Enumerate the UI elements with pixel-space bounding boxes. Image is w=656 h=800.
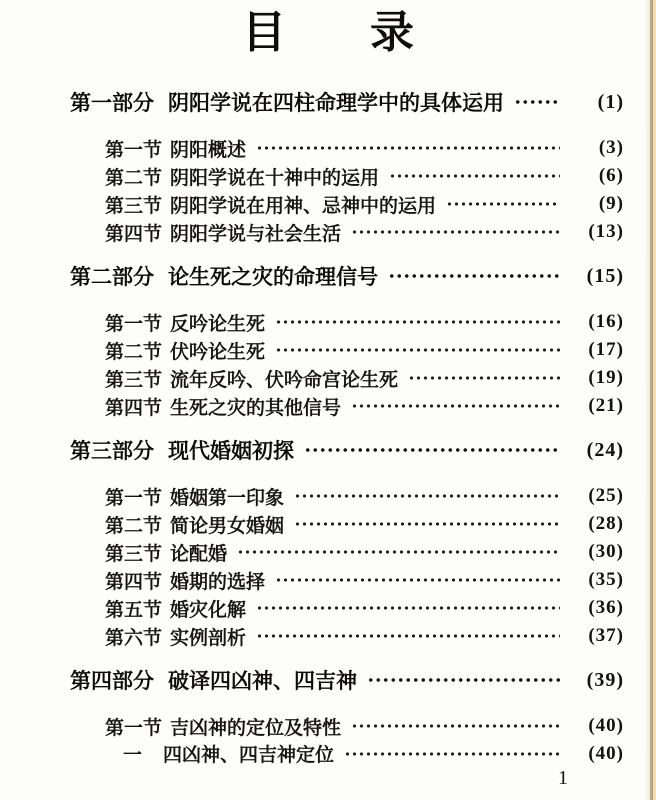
entry-page-number: (40) (588, 715, 624, 736)
toc-entry-section (0, 218, 656, 246)
entry-label: 第四节 (105, 223, 163, 245)
dot-leader (294, 486, 560, 506)
entry-title: 婚姻第一印象 (170, 487, 285, 509)
entry-title: 阴阳学说在十神中的运用 (170, 167, 380, 189)
entry-title: 论配婚 (170, 543, 228, 565)
toc-entry-part (0, 436, 656, 464)
entry-title: 吉凶神的定位及特性 (170, 717, 342, 739)
entry-label: 第二节 (105, 341, 163, 363)
toc-entry-section (0, 622, 656, 650)
entry-label: 第三部分 (70, 440, 154, 463)
entry-title: 流年反吟、伏吟命宫论生死 (170, 369, 399, 391)
entry-page-number: (35) (588, 569, 624, 590)
entry-page-number: (16) (588, 311, 624, 332)
entry-title: 实例剖析 (170, 627, 247, 649)
dot-leader (351, 396, 560, 416)
toc-entry-section (0, 538, 656, 566)
page-title (0, 10, 656, 56)
toc-entry-section (0, 336, 656, 364)
entry-title: 简论男女婚姻 (170, 515, 285, 537)
toc-entry-section (0, 392, 656, 420)
dot-leader (237, 542, 560, 562)
entry-label: 第五节 (105, 599, 163, 621)
entry-label: 第二节 (105, 515, 163, 537)
toc-entry-section (0, 308, 656, 336)
dot-leader (275, 340, 560, 360)
entry-label: 第一部分 (70, 92, 154, 115)
entry-page-number: (9) (598, 193, 624, 214)
toc-entry-section (0, 594, 656, 622)
entry-label: 第二节 (105, 167, 163, 189)
entry-label: 第四节 (105, 397, 163, 419)
dot-leader (446, 194, 560, 214)
entry-label: 第六节 (105, 627, 163, 649)
toc-entry-section (0, 162, 656, 190)
entry-page-number: (36) (588, 597, 624, 618)
entry-page-number: (40) (588, 742, 624, 764)
dot-leader (294, 514, 560, 534)
entry-title: 四凶神、四吉神定位 (163, 745, 335, 766)
dot-leader (275, 570, 560, 590)
entry-label: 第三节 (105, 369, 163, 391)
toc-entry-part (0, 666, 656, 694)
toc-entry-section (0, 364, 656, 392)
entry-page-number: (17) (588, 339, 624, 360)
title-char-lu: 录 (370, 8, 414, 57)
entry-label: 第三节 (105, 195, 163, 217)
dot-leader (344, 744, 560, 764)
dot-leader (408, 368, 560, 388)
toc-entry-part (0, 262, 656, 290)
entry-label: 第一节 (105, 487, 163, 509)
dot-leader (256, 626, 560, 646)
entry-label: 第一节 (105, 313, 163, 335)
entry-page-number: (1) (597, 90, 624, 113)
entry-page-number: (15) (586, 264, 624, 287)
entry-label: 第一节 (105, 717, 163, 739)
entry-page-number: (19) (588, 367, 624, 388)
entry-page-number: (3) (598, 137, 624, 158)
toc-entry-sub (0, 740, 656, 767)
entry-page-number: (39) (586, 668, 624, 691)
entry-title: 现代婚姻初探 (168, 440, 294, 463)
toc-entry-section (0, 482, 656, 510)
entry-title: 破译四凶神、四吉神 (168, 670, 357, 693)
dot-leader (304, 440, 560, 460)
entry-page-number: (24) (586, 438, 624, 461)
entry-label: 第一节 (105, 139, 163, 161)
entry-page-number: (25) (588, 485, 624, 506)
dot-leader (514, 92, 560, 112)
dot-leader (256, 598, 560, 618)
entry-title: 论生死之灾的命理信号 (168, 266, 378, 289)
entry-title: 阴阳学说与社会生活 (170, 223, 342, 245)
entry-title: 生死之灾的其他信号 (170, 397, 342, 419)
entry-page-number: (6) (598, 165, 624, 186)
folio-page-number: 1 (558, 767, 568, 789)
dot-leader (351, 222, 560, 242)
dot-leader (351, 716, 560, 736)
dot-leader (275, 312, 560, 332)
entry-label: 第三节 (105, 543, 163, 565)
entry-page-number: (13) (588, 221, 624, 242)
dot-leader (388, 266, 560, 286)
entry-page-number: (21) (588, 395, 624, 416)
entry-title: 婚期的选择 (170, 571, 266, 593)
toc-list (0, 88, 656, 767)
dot-leader (389, 166, 560, 186)
dot-leader (367, 670, 560, 690)
entry-label: 一 (123, 745, 143, 766)
entry-label: 第四部分 (70, 670, 154, 693)
entry-page-number: (28) (588, 513, 624, 534)
entry-page-number: (37) (588, 625, 624, 646)
toc-entry-section (0, 190, 656, 218)
entry-label: 第四节 (105, 571, 163, 593)
entry-title: 阴阳概述 (170, 139, 247, 161)
toc-entry-part (0, 88, 656, 116)
entry-label: 第二部分 (70, 266, 154, 289)
entry-title: 婚灾化解 (170, 599, 247, 621)
entry-title: 反吟论生死 (170, 313, 266, 335)
entry-title: 阴阳学说在四柱命理学中的具体运用 (168, 92, 504, 115)
entry-page-number: (30) (588, 541, 624, 562)
toc-entry-section (0, 134, 656, 162)
entry-title: 伏吟论生死 (170, 341, 266, 363)
entry-title: 阴阳学说在用神、忌神中的运用 (170, 195, 437, 217)
toc-entry-section (0, 566, 656, 594)
title-char-mu: 目 (242, 8, 286, 57)
toc-entry-section (0, 712, 656, 740)
dot-leader (256, 138, 560, 158)
toc-entry-section (0, 510, 656, 538)
